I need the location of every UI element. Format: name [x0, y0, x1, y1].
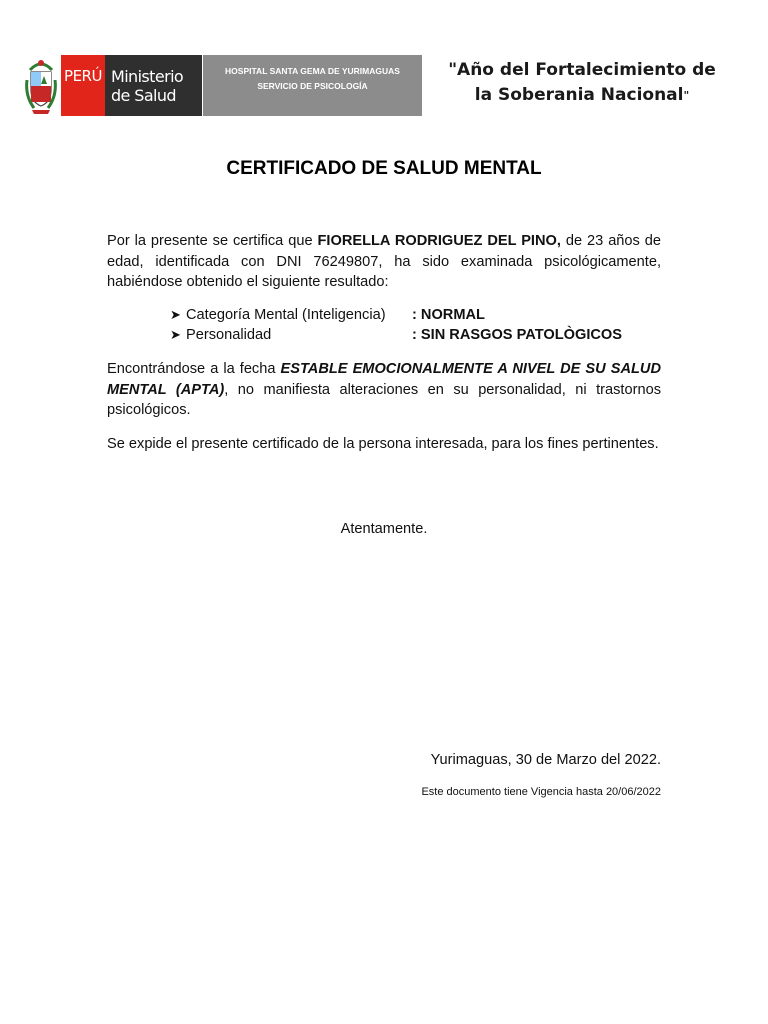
year-motto-line-2: la Soberania Nacional" [474, 85, 690, 105]
document-header [0, 0, 768, 130]
conclusion-paragraph: Encontrándose a la fecha ESTABLE EMOCIONALMENTE A NIVEL DE SU SALUD MENTAL (APTA), no manifiesta alteraciones en su personalidad, ni trastornos psicológicos. [107, 361, 661, 418]
peru-coat-of-arms-icon [24, 56, 58, 116]
year-motto [432, 58, 732, 108]
ministry-line-2: de Salud [111, 86, 176, 105]
issuance-paragraph: Se expide el presente certificado de la persona interesada, para los fines pertinentes. [107, 436, 659, 452]
hospital-label [203, 55, 422, 116]
service-name: SERVICIO DE PSICOLOGÍA [257, 81, 368, 91]
certification-paragraph: Por la presente se certifica que FIORELLA RODRIGUEZ DEL PINO, de 23 años de edad, identificada con DNI 76249807, ha sido examinada psicológicamente, habiéndose obtenido el siguiente resultado: [107, 233, 662, 290]
results-list [170, 305, 670, 345]
certificate-title: CERTIFICADO DE SALUD MENTAL [226, 158, 542, 179]
arrow-bullet-icon: ➤ [170, 307, 181, 322]
validity-note: Este documento tiene Vigencia hasta 20/06/2022 [421, 786, 661, 798]
conclusion-emphasis: ESTABLE EMOCIONALMENTE A NIVEL DE SU SALUD MENTAL (APTA) [107, 361, 661, 398]
year-motto-line-1: "Año del Fortalecimiento de [448, 60, 716, 80]
place-and-date: Yurimaguas, 30 de Marzo del 2022. [430, 752, 661, 768]
hospital-name: HOSPITAL SANTA GEMA DE YURIMAGUAS [225, 66, 400, 76]
result-row [170, 305, 670, 325]
patient-name: FIORELLA RODRIGUEZ DEL PINO, [317, 233, 561, 249]
result-label: Personalidad [186, 327, 272, 343]
result-row [170, 325, 670, 345]
closing-salutation: Atentamente. [340, 521, 428, 537]
result-value: : SIN RASGOS PATOLÒGICOS [412, 327, 623, 343]
result-label: Categoría Mental (Inteligencia) [186, 307, 386, 323]
ministry-label [105, 55, 202, 116]
peru-label: PERÚ [61, 55, 105, 116]
arrow-bullet-icon: ➤ [170, 327, 181, 342]
ministry-line-1: Ministerio [111, 67, 184, 86]
result-value: : NORMAL [412, 307, 485, 323]
